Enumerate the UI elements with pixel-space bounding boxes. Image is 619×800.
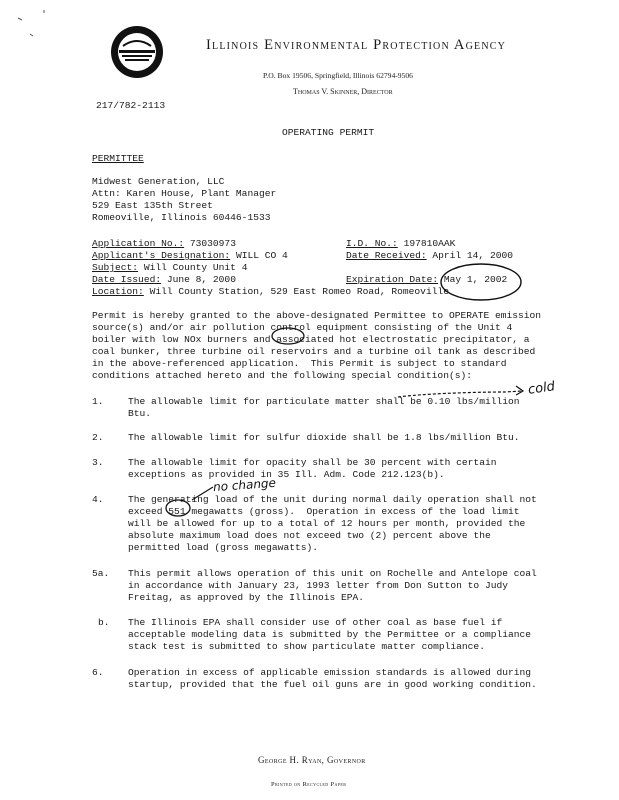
condition-line: in accordance with January 23, 1993 letter from Don Sutton to Judy <box>128 580 508 591</box>
condition-line: The allowable limit for particulate matter shall be 0.10 lbs/million <box>128 396 520 407</box>
permittee-heading: PERMITTEE <box>92 153 144 164</box>
document-title: OPERATING PERMIT <box>282 127 375 138</box>
condition-number: 4. <box>92 494 104 505</box>
condition-number: 2. <box>92 432 104 443</box>
date-issued: Date Issued: June 8, 2000 <box>92 274 236 285</box>
permittee-line: Attn: Karen House, Plant Manager <box>92 188 277 199</box>
agency-name: Illinois Environmental Protection Agency <box>206 37 507 53</box>
condition-line: This permit allows operation of this unit on Rochelle and Antelope coal <box>128 568 537 579</box>
intro-line: source(s) and/or air pollution control equipment consisting of the Unit 4 <box>92 322 513 333</box>
condition-line: acceptable modeling data is submitted by the Permittee or a compliance <box>128 629 532 640</box>
condition-line: will be allowed for up to a total of 12 hours per month, provided the <box>128 518 526 529</box>
agency-seal-logo <box>109 24 165 80</box>
date-received: Date Received: April 14, 2000 <box>346 250 513 261</box>
condition-line: The generating load of the unit during normal daily operation shall not <box>128 494 537 505</box>
agency-director: Thomas V. Skinner, Director <box>293 87 393 96</box>
condition-line: The Illinois EPA shall consider use of other coal as base fuel if <box>128 617 503 628</box>
handwritten-cold-note: cold <box>527 379 556 398</box>
intro-line: in the above-referenced application. This Permit is subject to standard <box>92 358 507 369</box>
handwritten-no-change-note: no change <box>212 475 277 495</box>
condition-line: permitted load (gross megawatts). <box>128 542 318 553</box>
intro-line: conditions attached hereto and the following special condition(s): <box>92 370 472 381</box>
intro-line: boiler with low NOx burners and associated hot electrostatic precipitator, a <box>92 334 530 345</box>
intro-line: Permit is hereby granted to the above-designated Permittee to OPERATE emission <box>92 310 542 321</box>
condition-number: 5a. <box>92 568 110 579</box>
id-number: I.D. No.: 197810AAK <box>346 238 456 249</box>
footer-governor: George H. Ryan, Governor <box>258 755 366 765</box>
condition-number: 1. <box>92 396 104 407</box>
condition-line: absolute maximum load does not exceed two (2) percent above the <box>128 530 491 541</box>
permittee-line: 529 East 135th Street <box>92 200 213 211</box>
permittee-line: Romeoville, Illinois 60446-1533 <box>92 212 271 223</box>
condition-number: 3. <box>92 457 104 468</box>
condition-line: Freitag, as approved by the Illinois EPA. <box>128 592 365 603</box>
intro-line: coal bunker, three turbine oil reservoirs and a turbine oil tank as described <box>92 346 536 357</box>
condition-number: b. <box>98 617 110 628</box>
condition-line: stack test is submitted to show particulate matter compliance. <box>128 641 485 652</box>
cold-arrow-head <box>516 386 523 395</box>
condition-line: exceptions as provided in 35 Ill. Adm. Code 212.123(b). <box>128 469 445 480</box>
condition-line: startup, provided that the fuel oil guns are in good working condition. <box>128 679 537 690</box>
expiration-date: Expiration Date: May 1, 2002 <box>346 274 508 285</box>
condition-line: Operation in excess of applicable emission standards is allowed during <box>128 667 532 678</box>
subject: Subject: Will County Unit 4 <box>92 262 248 273</box>
permittee-line: Midwest Generation, LLC <box>92 176 225 187</box>
footer-recycled-paper: Printed on Recycled Paper <box>271 781 347 788</box>
phone-number: 217/782-2113 <box>96 100 166 111</box>
condition-line: Btu. <box>128 408 152 419</box>
location: Location: Will County Station, 529 East Romeo Road, Romeoville <box>92 286 449 297</box>
applicant-designation: Applicant's Designation: WILL CO 4 <box>92 250 288 261</box>
agency-address: P.O. Box 19506, Springfield, Illinois 62794-9506 <box>263 71 413 80</box>
scan-mark <box>18 10 44 36</box>
condition-line: The allowable limit for opacity shall be 30 percent with certain <box>128 457 497 468</box>
condition-line: The allowable limit for sulfur dioxide shall be 1.8 lbs/million Btu. <box>128 432 520 443</box>
application-number: Application No.: 73030973 <box>92 238 236 249</box>
condition-number: 6. <box>92 667 104 678</box>
condition-line: exceed 551 megawatts (gross). Operation in excess of the load limit <box>128 506 520 517</box>
